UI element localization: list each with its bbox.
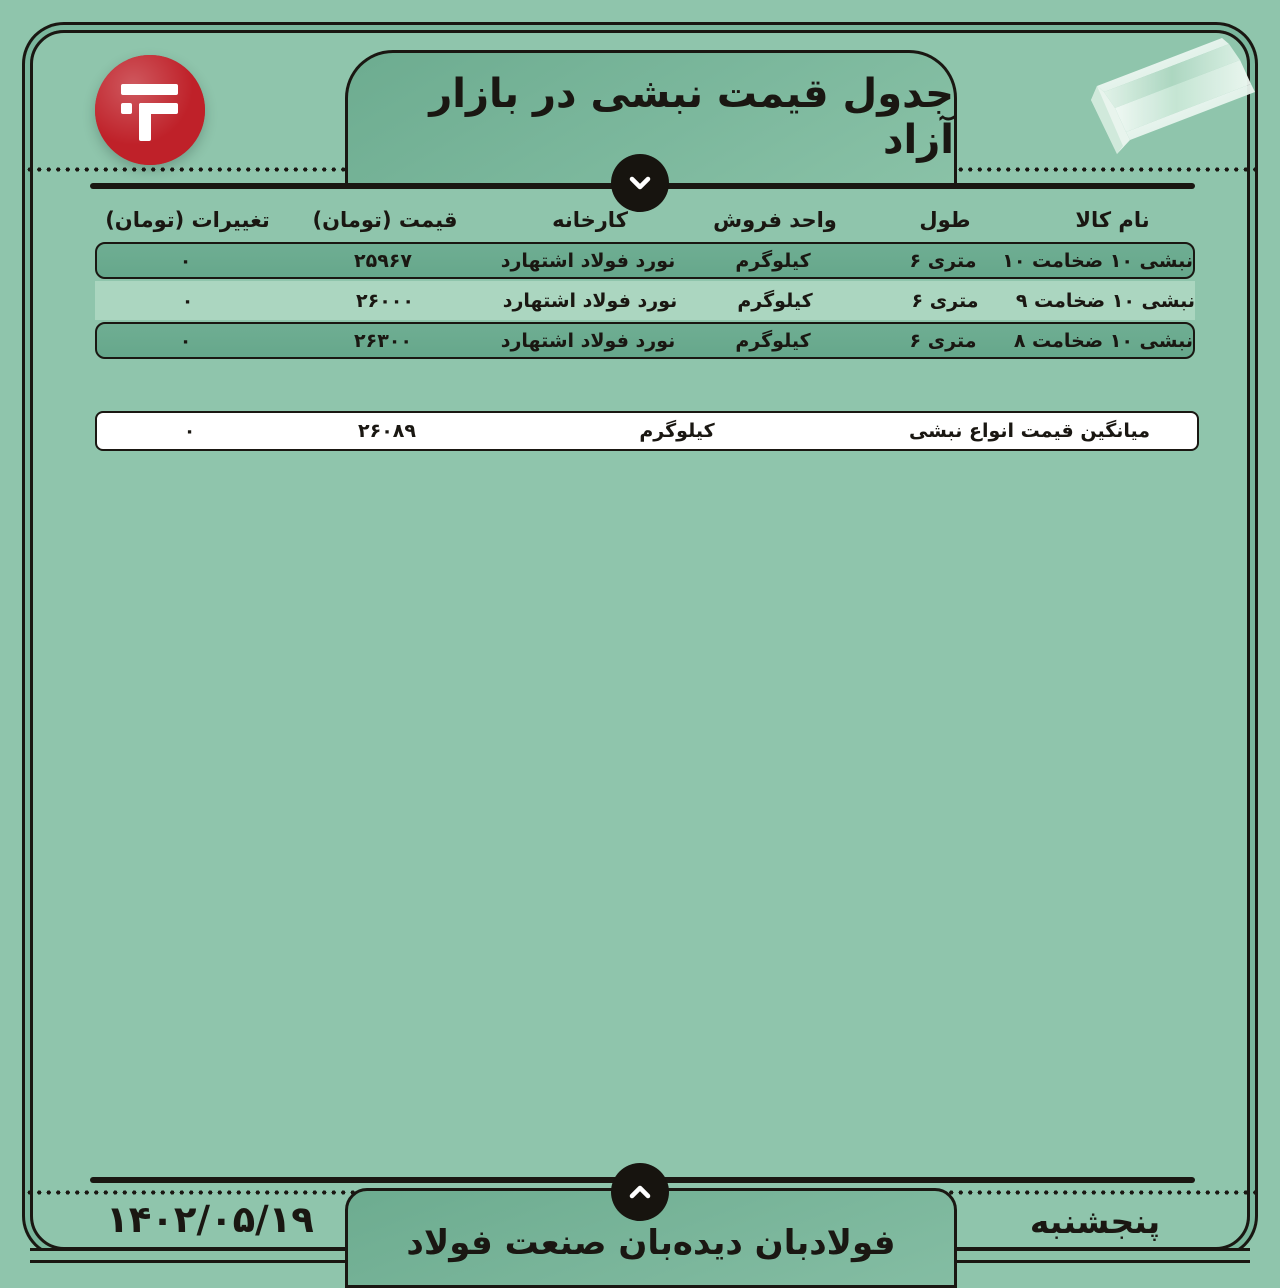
weekday-label: پنجشنبه xyxy=(1029,1202,1161,1241)
cell-unit: کیلوگرم xyxy=(735,329,811,352)
cell-name: نبشی ۱۰ ضخامت ۱۰ xyxy=(1002,249,1193,272)
cell-length: متری ۶ xyxy=(909,249,977,272)
average-price: ۲۶۰۸۹ xyxy=(358,420,416,442)
col-header-price: قیمت (تومان) xyxy=(312,208,458,232)
fooladban-logo-icon xyxy=(95,55,205,165)
cell-change: ۰ xyxy=(181,289,194,312)
cell-name: نبشی ۱۰ ضخامت ۸ xyxy=(1013,329,1193,352)
chevron-up-icon xyxy=(611,1163,669,1221)
brand-name: فولادبان دیده‌بان صنعت فولاد xyxy=(406,1223,896,1263)
cell-length: متری ۶ xyxy=(909,329,977,352)
cell-length: متری ۶ xyxy=(911,289,979,312)
col-header-change: تغییرات (تومان) xyxy=(105,208,270,232)
date-label: ۱۴۰۲/۰۵/۱۹ xyxy=(106,1198,314,1241)
cell-change: ۰ xyxy=(179,249,192,272)
cell-change: ۰ xyxy=(179,329,192,352)
cell-name: نبشی ۱۰ ضخامت ۹ xyxy=(1015,289,1195,312)
cell-price: ۲۶۰۰۰ xyxy=(356,289,414,312)
table-row xyxy=(95,281,1195,320)
table-row xyxy=(95,322,1195,359)
cell-price: ۲۵۹۶۷ xyxy=(354,249,412,272)
average-label: میانگین قیمت انواع نبشی xyxy=(908,420,1151,442)
table-row xyxy=(95,242,1195,279)
col-header-unit: واحد فروش xyxy=(713,208,837,232)
col-header-factory: کارخانه xyxy=(552,208,628,232)
cell-unit: کیلوگرم xyxy=(735,249,811,272)
col-header-name: نام کالا xyxy=(1075,208,1150,232)
average-row xyxy=(95,411,1199,451)
page-title: جدول قیمت نبشی در بازار آزاد xyxy=(429,70,954,163)
average-change: ۰ xyxy=(183,420,196,442)
chevron-down-icon xyxy=(611,154,669,212)
cell-price: ۲۶۳۰۰ xyxy=(354,329,412,352)
cell-unit: کیلوگرم xyxy=(737,289,813,312)
steel-angle-profile-icon xyxy=(1082,26,1257,176)
col-header-length: طول xyxy=(919,208,971,232)
average-unit: کیلوگرم xyxy=(639,420,715,442)
cell-factory: نورد فولاد اشتهارد xyxy=(500,249,676,272)
cell-factory: نورد فولاد اشتهارد xyxy=(502,289,678,312)
cell-factory: نورد فولاد اشتهارد xyxy=(500,329,676,352)
